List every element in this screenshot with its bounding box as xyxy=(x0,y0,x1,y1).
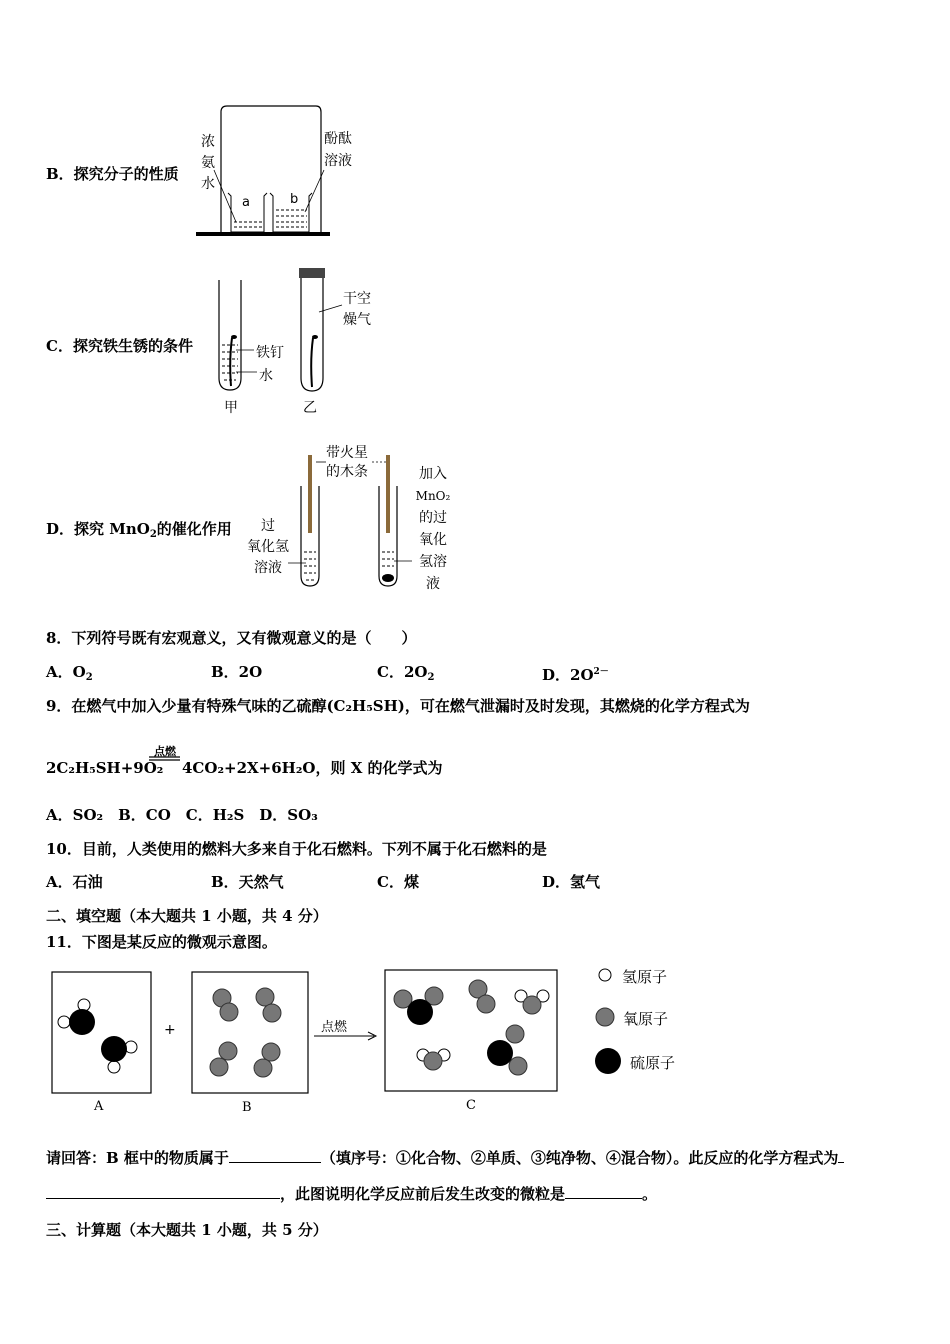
sulfur-atom xyxy=(101,1036,127,1062)
beaker-a-label: a xyxy=(242,195,250,210)
phenol-line-2: 溶液 xyxy=(324,153,352,169)
ammonia-line-1: 浓 xyxy=(201,134,215,150)
water-label: 水 xyxy=(259,368,273,384)
ammonia-line-2: 氨 xyxy=(201,155,215,171)
box-a-label: A xyxy=(94,1099,104,1114)
oxygen-atom xyxy=(262,1043,280,1061)
mno2-line-1: 加入 xyxy=(419,466,447,482)
q8-stem: 8．下列符号既有宏观意义，又有微观意义的是（ ） xyxy=(46,629,417,647)
h2o2-line-2: 氧化氢 xyxy=(247,539,289,555)
answer-blank-2[interactable] xyxy=(46,1198,280,1199)
q8-a-text: A．O xyxy=(46,663,86,681)
q11-prompt-1b: （填序号：①化合物、②单质、③纯净物、④混合物）。此反应的化学方程式为 xyxy=(320,1149,839,1167)
h2o2-line-3: 溶液 xyxy=(254,560,282,576)
arrow-condition-label: 点燃 xyxy=(321,1020,348,1035)
q11-answer-line-1 xyxy=(46,1149,844,1167)
mno2-line-2: MnO₂ xyxy=(415,489,451,503)
oxygen-atom xyxy=(477,995,495,1013)
q11-answer-line-2 xyxy=(46,1185,657,1203)
q10-stem: 10．目前，人类使用的燃料大多来自于化石燃料。下列不属于化石燃料的是 xyxy=(46,840,547,858)
legend-hydrogen-icon xyxy=(599,969,611,981)
answer-blank-3[interactable] xyxy=(565,1198,642,1199)
oxygen-atom xyxy=(523,996,541,1014)
oxygen-atom xyxy=(424,1052,442,1070)
section-2-heading: 二、填空题（本大题共 1 小题，共 4 分） xyxy=(46,907,328,925)
q9-stem: 9．在燃气中加入少量有特殊气味的乙硫醇(C₂H₅SH)，可在燃气泄漏时及时发现，其燃烧的化学方程式为 xyxy=(46,697,750,715)
section-3-heading: 三、计算题（本大题共 1 小题，共 5 分） xyxy=(46,1221,328,1239)
option-b-label: B．探究分子的性质 xyxy=(46,165,179,183)
legend-sulfur-icon xyxy=(595,1048,621,1074)
box-a xyxy=(52,972,151,1093)
splint-line-2: 的木条 xyxy=(326,464,368,480)
sulfur-atom xyxy=(69,1009,95,1035)
oxygen-atom xyxy=(256,988,274,1006)
oxygen-atom xyxy=(509,1057,527,1075)
q8-d-text: D．2O xyxy=(542,666,594,684)
q11-prompt-1: 请回答：B 框中的物质属于 xyxy=(46,1149,229,1167)
q8-c-text: C．2O xyxy=(377,663,428,681)
q10-option-b: B．天然气 xyxy=(211,873,284,891)
oxygen-atom xyxy=(220,1003,238,1021)
sulfur-atom xyxy=(407,999,433,1025)
box-b-label: B xyxy=(242,1100,252,1115)
q10-option-c: C．煤 xyxy=(377,873,419,891)
oxygen-atom xyxy=(263,1004,281,1022)
q11-end: 。 xyxy=(642,1185,658,1203)
answer-blank-1[interactable] xyxy=(229,1162,321,1163)
q10-option-d: D．氢气 xyxy=(542,873,601,891)
oxygen-atom xyxy=(254,1059,272,1077)
option-d-sub: 2 xyxy=(149,529,157,540)
hydrogen-atom xyxy=(58,1016,70,1028)
option-d-prefix: D．探究 MnO xyxy=(46,520,150,538)
q9-options: A．SO₂ B．CO C．H₂S D．SO₃ xyxy=(46,806,318,824)
tube-jia-label: 甲 xyxy=(224,400,238,416)
q8-c-sub: 2 xyxy=(427,672,435,683)
h2o2-line-1: 过 xyxy=(261,518,275,534)
q11-prompt-2: ，此图说明化学反应前后发生改变的微粒是 xyxy=(280,1185,566,1203)
q9-equation-condition: 点燃 xyxy=(154,745,176,758)
oxygen-atom xyxy=(506,1025,524,1043)
option-c-label: C．探究铁生锈的条件 xyxy=(46,337,193,355)
mno2-line-4: 氧化 xyxy=(419,532,447,548)
legend-hydrogen-label: 氢原子 xyxy=(622,968,668,986)
q8-d-sup: 2－ xyxy=(593,667,609,677)
option-d-suffix: 的催化作用 xyxy=(156,520,232,538)
beaker-b-label: b xyxy=(290,192,299,207)
oxygen-atom xyxy=(210,1058,228,1076)
hydrogen-atom xyxy=(108,1061,120,1073)
answer-blank-2-start[interactable] xyxy=(838,1162,844,1163)
splint-line-1: 带火星 xyxy=(326,445,368,461)
phenol-line-1: 酚酞 xyxy=(324,131,352,147)
q8-a-sub: 2 xyxy=(85,672,93,683)
legend-oxygen-label: 氧原子 xyxy=(623,1010,669,1028)
ammonia-line-3: 水 xyxy=(201,176,215,192)
plus-sign: + xyxy=(164,1022,176,1038)
legend-oxygen-icon xyxy=(596,1008,614,1026)
mno2-line-5: 氢溶 xyxy=(419,554,447,570)
sulfur-atom xyxy=(487,1040,513,1066)
box-b xyxy=(192,972,308,1093)
box-c-label: C xyxy=(466,1098,476,1113)
q8-option-b: B．2O xyxy=(211,663,263,681)
nail-label: 铁钉 xyxy=(256,345,284,361)
dry-air-line-1: 干空 xyxy=(343,291,371,307)
mno2-line-6: 液 xyxy=(426,576,440,592)
q9-equation-right: 4CO₂+2X+6H₂O，则 X 的化学式为 xyxy=(182,759,443,777)
tube-yi-label: 乙 xyxy=(303,400,317,416)
q9-equation-left: 2C₂H₅SH+9O₂ xyxy=(46,759,164,777)
legend-sulfur-label: 硫原子 xyxy=(630,1054,676,1072)
mno2-line-3: 的过 xyxy=(419,510,447,526)
q10-option-a: A．石油 xyxy=(46,873,103,891)
q11-stem: 11．下图是某反应的微观示意图。 xyxy=(46,933,277,951)
oxygen-atom xyxy=(219,1042,237,1060)
dry-air-line-2: 燥气 xyxy=(343,312,371,328)
